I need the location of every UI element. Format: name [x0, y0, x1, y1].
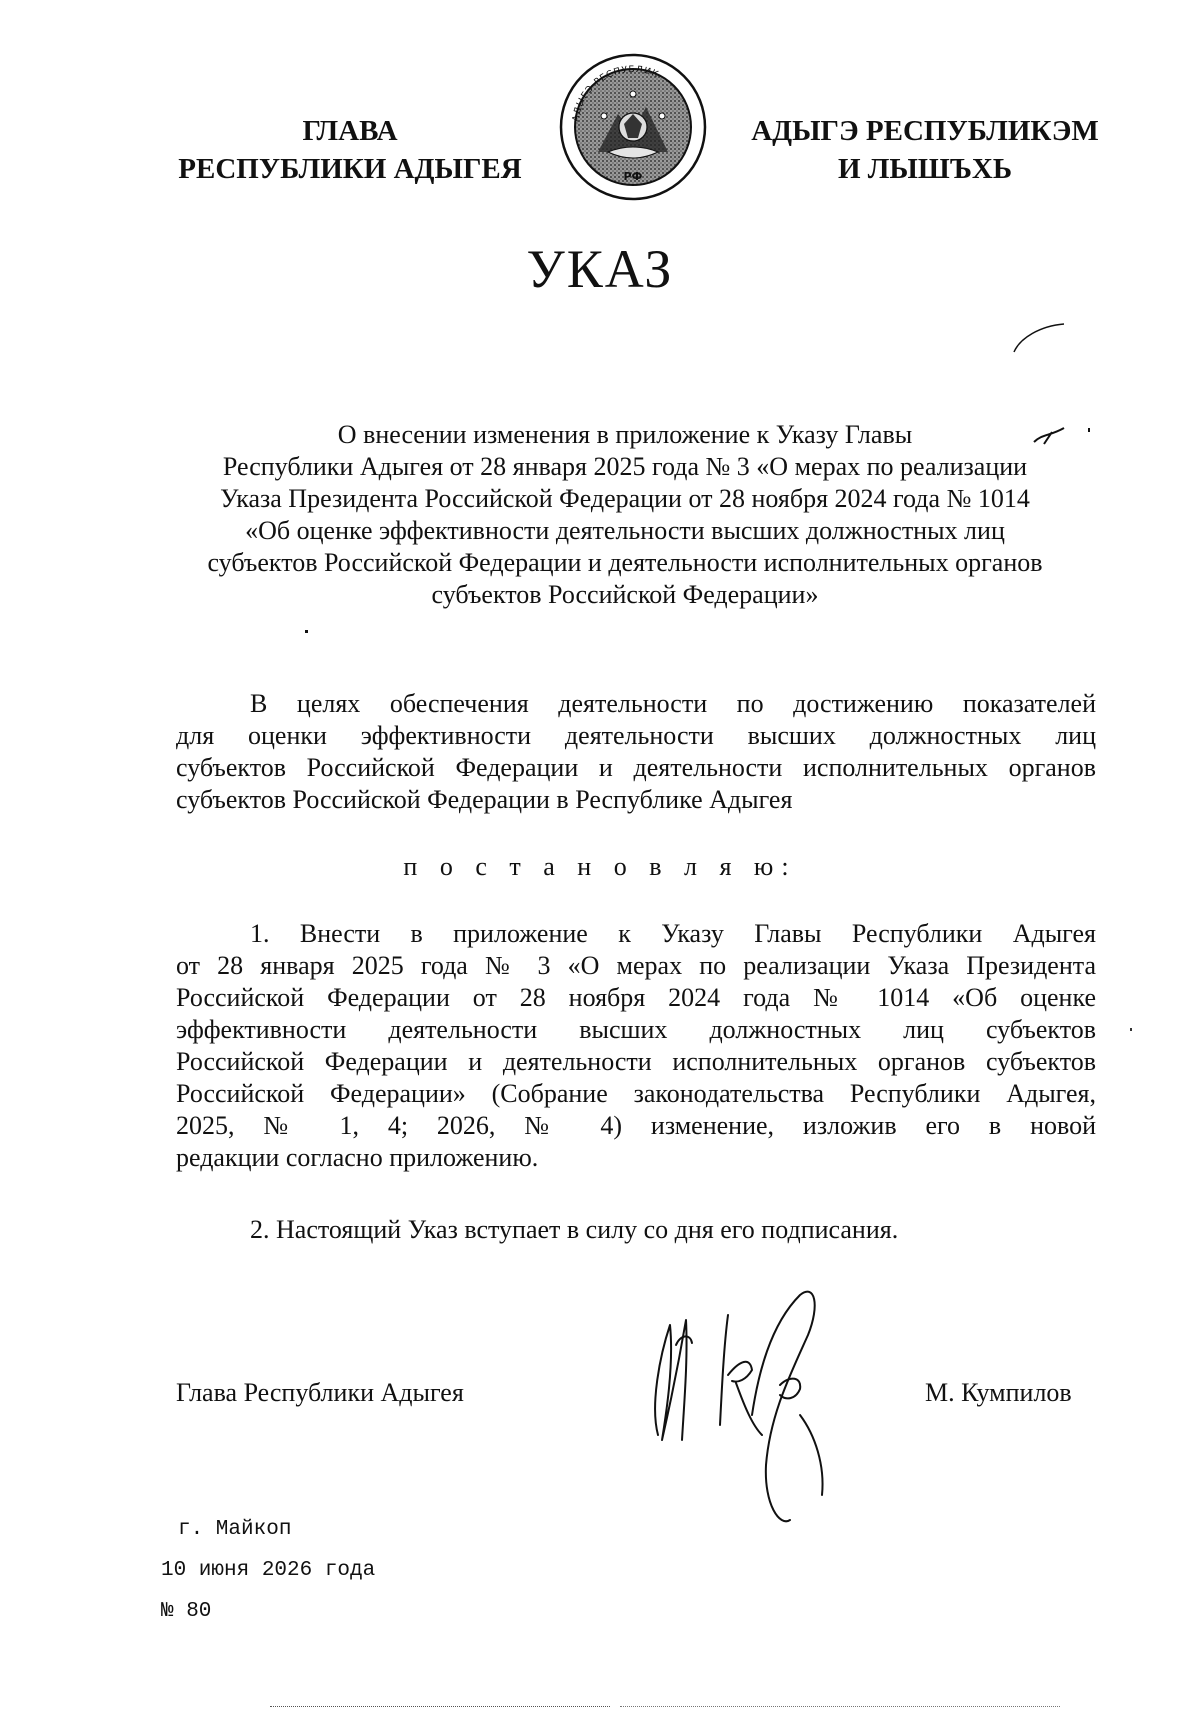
handwritten-signature: [640, 1265, 870, 1535]
item1-line: 1. Внести в приложение к Указу Главы Республики Адыгея: [250, 919, 1096, 948]
header-right-line-2: И ЛЫШЪХЬ: [837, 153, 1013, 185]
decree-operative-word: п о с т а н о в л я ю:: [403, 852, 797, 881]
preamble-paragraph: [176, 688, 1096, 816]
document-title: УКАЗ: [526, 239, 674, 299]
coat-of-arms-emblem: [558, 52, 708, 202]
decree-subject: [160, 419, 1090, 611]
item1-line: Российской Федерации от 28 ноября 2024 года № 1014 «Об оценке: [176, 983, 1096, 1012]
pen-mark: [1010, 318, 1070, 358]
subject-line: субъектов Российской Федерации и деятельности исполнительных органов: [207, 548, 1043, 577]
decree-number: № 80: [161, 1600, 212, 1623]
preamble-line: для оценки эффективности деятельности высших должностных лиц: [176, 721, 1096, 750]
subject-line: Республики Адыгея от 28 января 2025 года № 3 «О мерах по реализации: [222, 452, 1028, 481]
pen-mark: [1030, 424, 1070, 448]
subject-line: О внесении изменения в приложение к Указу Главы: [337, 420, 913, 449]
signing-date: 10 июня 2026 года: [161, 1559, 376, 1582]
subject-line: субъектов Российской Федерации»: [431, 580, 819, 609]
preamble-line: В целях обеспечения деятельности по достижению показателей: [250, 689, 1096, 718]
decree-item-1: [176, 918, 1096, 1174]
preamble-line: субъектов Российской Федерации и деятельности исполнительных органов: [176, 753, 1096, 782]
emblem-caption: АДЫГЭ РЕСПУБЛИК: [571, 64, 661, 123]
header-left-line-1: ГЛАВА: [302, 115, 398, 147]
decree-item-2: 2. Настоящий Указ вступает в силу со дня его подписания.: [250, 1215, 899, 1244]
subject-line: Указа Президента Российской Федерации от 28 ноября 2024 года № 1014: [220, 484, 1030, 513]
item1-line: редакции согласно приложению.: [176, 1143, 539, 1172]
signing-city: г. Майкоп: [178, 1518, 292, 1541]
header-right-title: [745, 112, 1105, 188]
item1-line: эффективности деятельности высших должностных лиц субъектов: [176, 1015, 1096, 1044]
signatory-name: М. Кумпилов: [925, 1378, 1072, 1407]
header-left-line-2: РЕСПУБЛИКИ АДЫГЕЯ: [178, 153, 522, 185]
preamble-line: субъектов Российской Федерации в Республике Адыгея: [176, 785, 793, 814]
scan-speck: [1130, 1028, 1132, 1031]
item1-line: Российской Федерации» (Собрание законодательства Республики Адыгея,: [176, 1079, 1096, 1108]
signatory-position: Глава Республики Адыгея: [176, 1378, 464, 1407]
emblem-rf-label: РФ: [623, 170, 643, 183]
item1-line: 2025, № 1, 4; 2026, № 4) изменение, изложив его в новой: [176, 1111, 1096, 1140]
scan-speck: [1088, 428, 1090, 432]
item1-line: от 28 января 2025 года № 3 «О мерах по реализации Указа Президента: [176, 951, 1096, 980]
scan-edge-line: [270, 1706, 610, 1708]
header-right-line-1: АДЫГЭ РЕСПУБЛИКЭМ: [751, 115, 1099, 147]
header-left-title: [165, 112, 535, 188]
subject-line: «Об оценке эффективности деятельности высших должностных лиц: [245, 516, 1005, 545]
scan-edge-line: [620, 1706, 1060, 1708]
item1-line: Российской Федерации и деятельности исполнительных органов субъектов: [176, 1047, 1096, 1076]
scan-speck: [305, 630, 308, 633]
